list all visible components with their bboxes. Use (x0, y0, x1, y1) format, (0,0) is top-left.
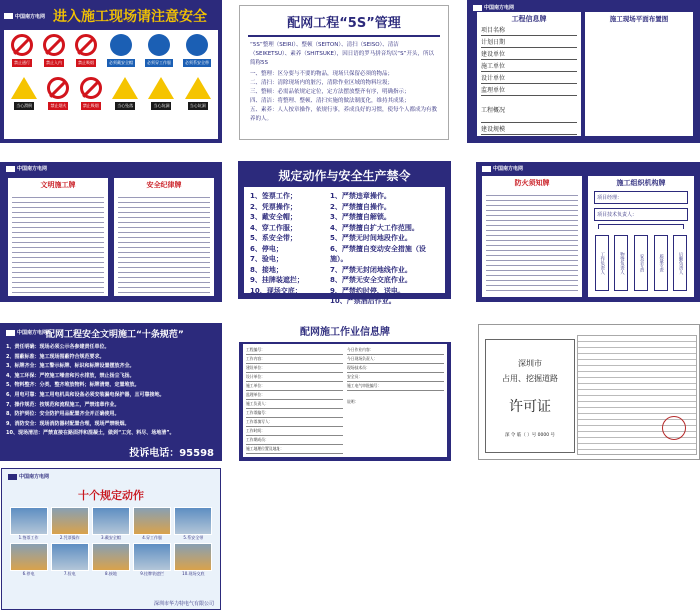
action-photo (174, 507, 212, 541)
fire-notice-title: 防火须知牌 (514, 179, 550, 187)
logo: 中国南方电网 (8, 473, 49, 480)
falling-object-icon (112, 77, 138, 99)
safety-sign (112, 77, 138, 110)
no-smoking-icon (80, 77, 102, 99)
project-field: 项目名称 (481, 24, 577, 36)
photo-caption: 2.凭票操作 (59, 535, 80, 540)
rule-item: 7、操作规范：按规范和流程施工，严禁违章作业。 (6, 401, 120, 408)
rules-title: 规定动作与安全生产禁令 (278, 169, 411, 183)
five-s-item: 一、整理：区分要与不要的物品，现场只保留必须的物品； (250, 71, 394, 77)
org-chart (588, 176, 694, 297)
rules-prohibitions-board (238, 161, 451, 305)
ten-rules-board (0, 323, 222, 461)
prohibition-item: 2、严禁擅自操作。 (330, 202, 391, 211)
sign-row-2 (6, 77, 216, 110)
rule-item: 2、围蔽标准：施工现场围蔽符合规范要求。 (6, 353, 105, 360)
photo-caption: 6.停电 (22, 571, 35, 576)
safety-board-header (4, 4, 218, 28)
required-action-item: 6、停电； (250, 244, 283, 253)
fire-notice (482, 176, 582, 297)
project-info-board (467, 0, 700, 143)
project-manager-box: 项目经理： (594, 191, 688, 204)
required-action-item: 10、现场交底； (250, 286, 302, 295)
five-s-item: 五、素养：人人按章操作，依规行事，养成良好的习惯，使每个人都成为有教养的人。 (250, 107, 438, 122)
org-role-box: 后勤负责人 (673, 235, 687, 291)
photo-image (10, 543, 48, 571)
permit-city: 深圳市 (518, 359, 542, 368)
logo-icon (482, 166, 491, 172)
photo-image (133, 543, 171, 571)
safety-sign (185, 77, 211, 110)
logo-icon (473, 5, 482, 11)
rule-item: 4、施工环保：严控施工噪音和污水排放，禁止扬尘飞扬。 (6, 372, 135, 379)
layout-plan-title: 施工现场平面布置图 (609, 15, 669, 23)
rule-item: 8、防护到位：安全防护用品配置齐全并正确使用。 (6, 411, 120, 418)
project-field: 工程概况 (481, 96, 577, 123)
org-roles (592, 229, 690, 291)
rule-item: 9、消防安全：现场消防器材配置合理，现场严禁吸烟。 (6, 420, 130, 427)
required-action-item: 2、凭票操作； (250, 202, 297, 211)
work-info-field: 今日现场负责人： (347, 355, 444, 364)
road-permit (478, 324, 700, 460)
five-s-item: 四、清洁：将整理、整顿、清扫实施的做法制度化，维持其成果； (250, 98, 410, 104)
required-action-item: 4、穿工作服； (250, 223, 297, 232)
photo-row-1 (8, 507, 214, 541)
required-action-item: 1、签票工作； (250, 192, 297, 200)
project-field: 建设规模 (481, 123, 577, 135)
five-s-board (239, 5, 449, 140)
logo-icon (6, 166, 15, 172)
action-photo (10, 507, 48, 541)
org-chart-title: 施工组织机构牌 (616, 179, 666, 187)
photo-row-2 (8, 543, 214, 577)
sign-row-1 (6, 34, 216, 67)
action-photo (51, 543, 89, 577)
protective-clothing-icon (148, 34, 170, 56)
photo-image (51, 507, 89, 535)
ten-rules-list (6, 343, 218, 439)
five-s-list (240, 68, 448, 126)
work-info-field: 工作内容： (246, 355, 343, 364)
civil-text (12, 193, 104, 293)
sign-label: 禁止入内 (46, 60, 62, 65)
prohibition-item: 9、严禁约时停、送电。 (330, 286, 405, 295)
sign-label: 禁止吸烟 (78, 60, 94, 65)
safety-sign (75, 34, 97, 67)
photo-image (92, 543, 130, 571)
work-info-field: 施工单位： (246, 382, 343, 391)
safety-sign (80, 77, 102, 110)
rule-item: 3、标牌齐全：施工警示标牌、标识和标牌设置摆放齐全。 (6, 363, 135, 370)
prohibition-item: 4、严禁擅自扩大工作范围。 (330, 223, 419, 232)
action-photo (174, 543, 212, 577)
prohibition-item: 6、严禁擅自变动安全措施（设施）。 (330, 244, 426, 263)
five-s-title: 配网工程“5S”管理 (287, 16, 401, 31)
fall-warning-icon (185, 77, 211, 99)
prohibitions-list (330, 191, 439, 305)
action-photo (51, 507, 89, 541)
sign-label: 当心滑倒 (16, 103, 33, 108)
ten-rules-title: 配网工程安全文明施工“十条规范” (46, 330, 184, 340)
sign-label: 禁止烟火 (50, 103, 67, 108)
prohibition-item: 7、严禁无封闭地线作业。 (330, 265, 412, 274)
layout-plan (585, 12, 693, 136)
safety-title: 进入施工现场请注意安全 (53, 9, 208, 25)
action-photo (92, 543, 130, 577)
discipline-title: 安全纪律牌 (146, 181, 182, 189)
five-s-intro: “5S”整理（SEIRI）、整顿（SEITON）、清扫（SEISO）、清洁（SEIKETSU）、素养（SHITSUKE），因日语的罗马拼音均以“S”开头，所以简称5S (250, 42, 434, 66)
no-smoking-icon (75, 34, 97, 56)
photo-caption: 10.现场交底 (182, 571, 205, 576)
civil-board-right (114, 178, 214, 296)
work-info-field: 建设单位： (246, 364, 343, 373)
photo-caption: 1.签票工作 (18, 535, 39, 540)
org-chart-board (476, 162, 700, 302)
work-info-right-fields (347, 346, 444, 391)
required-action-item: 5、系安全带； (250, 234, 297, 242)
photo-caption: 8.接地 (105, 571, 117, 576)
logo-icon (4, 13, 13, 19)
safety-sign (183, 34, 211, 67)
project-info-title: 工程信息牌 (511, 15, 547, 23)
project-field: 施工单位 (481, 60, 577, 72)
required-action-item: 3、戴安全帽； (250, 213, 297, 221)
project-field: 设计单位 (481, 72, 577, 84)
photo-caption: 3.戴安全帽 (101, 535, 121, 540)
work-info-field: 工作票填写人： (246, 418, 343, 427)
rule-item: 10、现场清洁：严禁直接在路面拌和混凝土，做到“工完、料尽、场地清”。 (6, 430, 175, 437)
logo-icon (8, 474, 17, 480)
work-info-field: 安全员： (347, 373, 444, 382)
action-photo (133, 543, 171, 577)
hotline: 投诉电话：95598 (129, 448, 214, 459)
work-info-left-fields (246, 346, 343, 455)
work-info-header (239, 324, 451, 342)
photo-caption: 4.穿工作服 (142, 535, 163, 540)
safety-sign-area (4, 30, 218, 139)
photo-image (174, 507, 212, 535)
company-footer: 深圳市华力特电气有限公司 (153, 601, 214, 607)
no-entry-icon (43, 34, 65, 56)
rule-item: 5、物料整齐：分类、整齐堆放物料；标牌清楚、定置堆放。 (6, 382, 140, 389)
ten-actions-board (1, 468, 221, 610)
permit-stamp (662, 416, 686, 440)
work-info-field: 工作期成员： (246, 436, 343, 445)
required-action-item: 8、接地； (250, 265, 283, 274)
ten-actions-title: 十个规定动作 (78, 489, 144, 502)
photo-caption: 5.系安全带 (183, 535, 204, 540)
work-info-field: 工作时间： (246, 427, 343, 436)
safety-sign-board (0, 0, 222, 143)
org-role-box: 工作负责人 (595, 235, 609, 291)
action-photo (92, 507, 130, 541)
work-info-board (239, 324, 451, 461)
work-info-field: 工作票编号： (246, 409, 343, 418)
logo: 中国南方电网 (482, 165, 523, 172)
fire-notice-text (486, 191, 578, 295)
org-role-box: 质量专责 (654, 235, 668, 291)
sign-label: 禁止吸烟 (82, 103, 99, 108)
safety-sign (43, 34, 65, 67)
civil-board-left (8, 178, 108, 296)
rule-item: 1、责任明确：现场必须公示各参建责任单位。 (6, 344, 110, 350)
work-info-note: 说明： (347, 399, 359, 404)
action-photo (10, 543, 48, 577)
sign-label: 当心坠落 (117, 103, 134, 108)
safety-sign (47, 77, 69, 110)
photo-image (51, 543, 89, 571)
required-action-item: 9、挂牌装遮拦； (250, 276, 304, 284)
permit-number: 深 令 临（ ）号 0000 号 (504, 433, 556, 438)
no-pedestrian-icon (11, 34, 33, 56)
sign-label: 必须戴安全帽 (109, 60, 133, 65)
permit-title: 许可证 (509, 399, 551, 415)
prohibition-item: 10、严禁酒后作业。 (330, 297, 396, 305)
title-underline (248, 35, 440, 37)
harness-icon (186, 34, 208, 56)
helmet-icon (110, 34, 132, 56)
safety-sign (107, 34, 135, 67)
work-info-field: 现场技术员： (347, 364, 444, 373)
photo-caption: 7.验电 (63, 571, 76, 576)
sign-label: 当心坑洞 (189, 103, 206, 108)
photo-image (174, 543, 212, 571)
work-info-title: 配网施工作业信息牌 (300, 327, 390, 338)
discipline-text (118, 193, 210, 293)
action-photo (133, 507, 171, 541)
logo: 中国南方电网 (6, 329, 47, 336)
tech-lead-box: 项目技术负责人： (594, 208, 688, 221)
photo-image (133, 507, 171, 535)
photo-caption: 9.挂牌装遮拦 (140, 571, 165, 576)
hotline-number: 95598 (179, 448, 214, 459)
prohibition-item: 8、严禁无安全交底作业。 (330, 276, 412, 284)
slip-warning-icon (11, 77, 37, 99)
permit-cover (485, 339, 575, 453)
project-fields (481, 24, 577, 135)
sign-label: 必须系安全带 (185, 60, 209, 65)
project-field: 建设单位 (481, 48, 577, 60)
civil-title: 文明施工牌 (40, 181, 76, 189)
safety-sign (11, 34, 33, 67)
work-info-field: 施工地理位置及地址： (246, 445, 343, 454)
work-info-field: 施工电气审批编号： (347, 382, 444, 391)
sign-label: 必须穿工作服 (147, 60, 171, 65)
logo: 中国南方电网 (6, 165, 47, 172)
required-actions-list (250, 191, 330, 295)
org-role-box: 物资负责人 (614, 235, 628, 291)
sign-label: 当心坑洞 (153, 103, 170, 108)
logo-icon (6, 330, 15, 336)
work-info-field: 工程编号： (246, 346, 343, 355)
sign-label: 禁止通行 (14, 60, 30, 65)
rule-item: 6、用电可靠：施工用电机具和设备必须安装漏电保护器，且可靠接地。 (6, 391, 165, 398)
work-info-field: 今日作业内容： (347, 346, 444, 355)
work-info-field: 监理单位： (246, 391, 343, 400)
fall-warning-icon (148, 77, 174, 99)
prohibition-item: 5、严禁无时间地段作业。 (330, 234, 412, 242)
safety-sign (148, 77, 174, 110)
logo: 中国南方电网 (4, 13, 45, 20)
project-field: 计划日期 (481, 36, 577, 48)
work-info-field: 设计单位： (246, 373, 343, 382)
prohibition-item: 3、严禁擅自解锁。 (330, 213, 391, 221)
five-s-item: 二、清扫：清除现场内的脏污，清除作业区域的物料垃圾； (250, 80, 394, 86)
work-info-form (243, 344, 447, 457)
civil-safety-board (0, 162, 222, 302)
no-fire-icon (47, 77, 69, 99)
work-info-right (347, 346, 444, 455)
required-action-item: 7、验电； (250, 255, 283, 263)
project-field: 监理单位 (481, 84, 577, 96)
permit-subtitle: 占用、挖掘道路 (502, 374, 558, 383)
rules-body (244, 187, 445, 305)
project-info-form (477, 12, 581, 136)
photo-image (92, 507, 130, 535)
work-info-field: 施工负责人： (246, 400, 343, 409)
logo: 中国南方电网 (473, 4, 514, 11)
safety-sign (11, 77, 37, 110)
prohibition-item: 1、严禁违章操作。 (330, 192, 391, 200)
permit-document (577, 335, 697, 455)
photo-image (10, 507, 48, 535)
five-s-item: 三、整顿：必需品依规定定位，定方法摆放整齐有序，明确指示； (250, 89, 410, 95)
org-role-box: 安全专责 (634, 235, 648, 291)
safety-sign (145, 34, 173, 67)
